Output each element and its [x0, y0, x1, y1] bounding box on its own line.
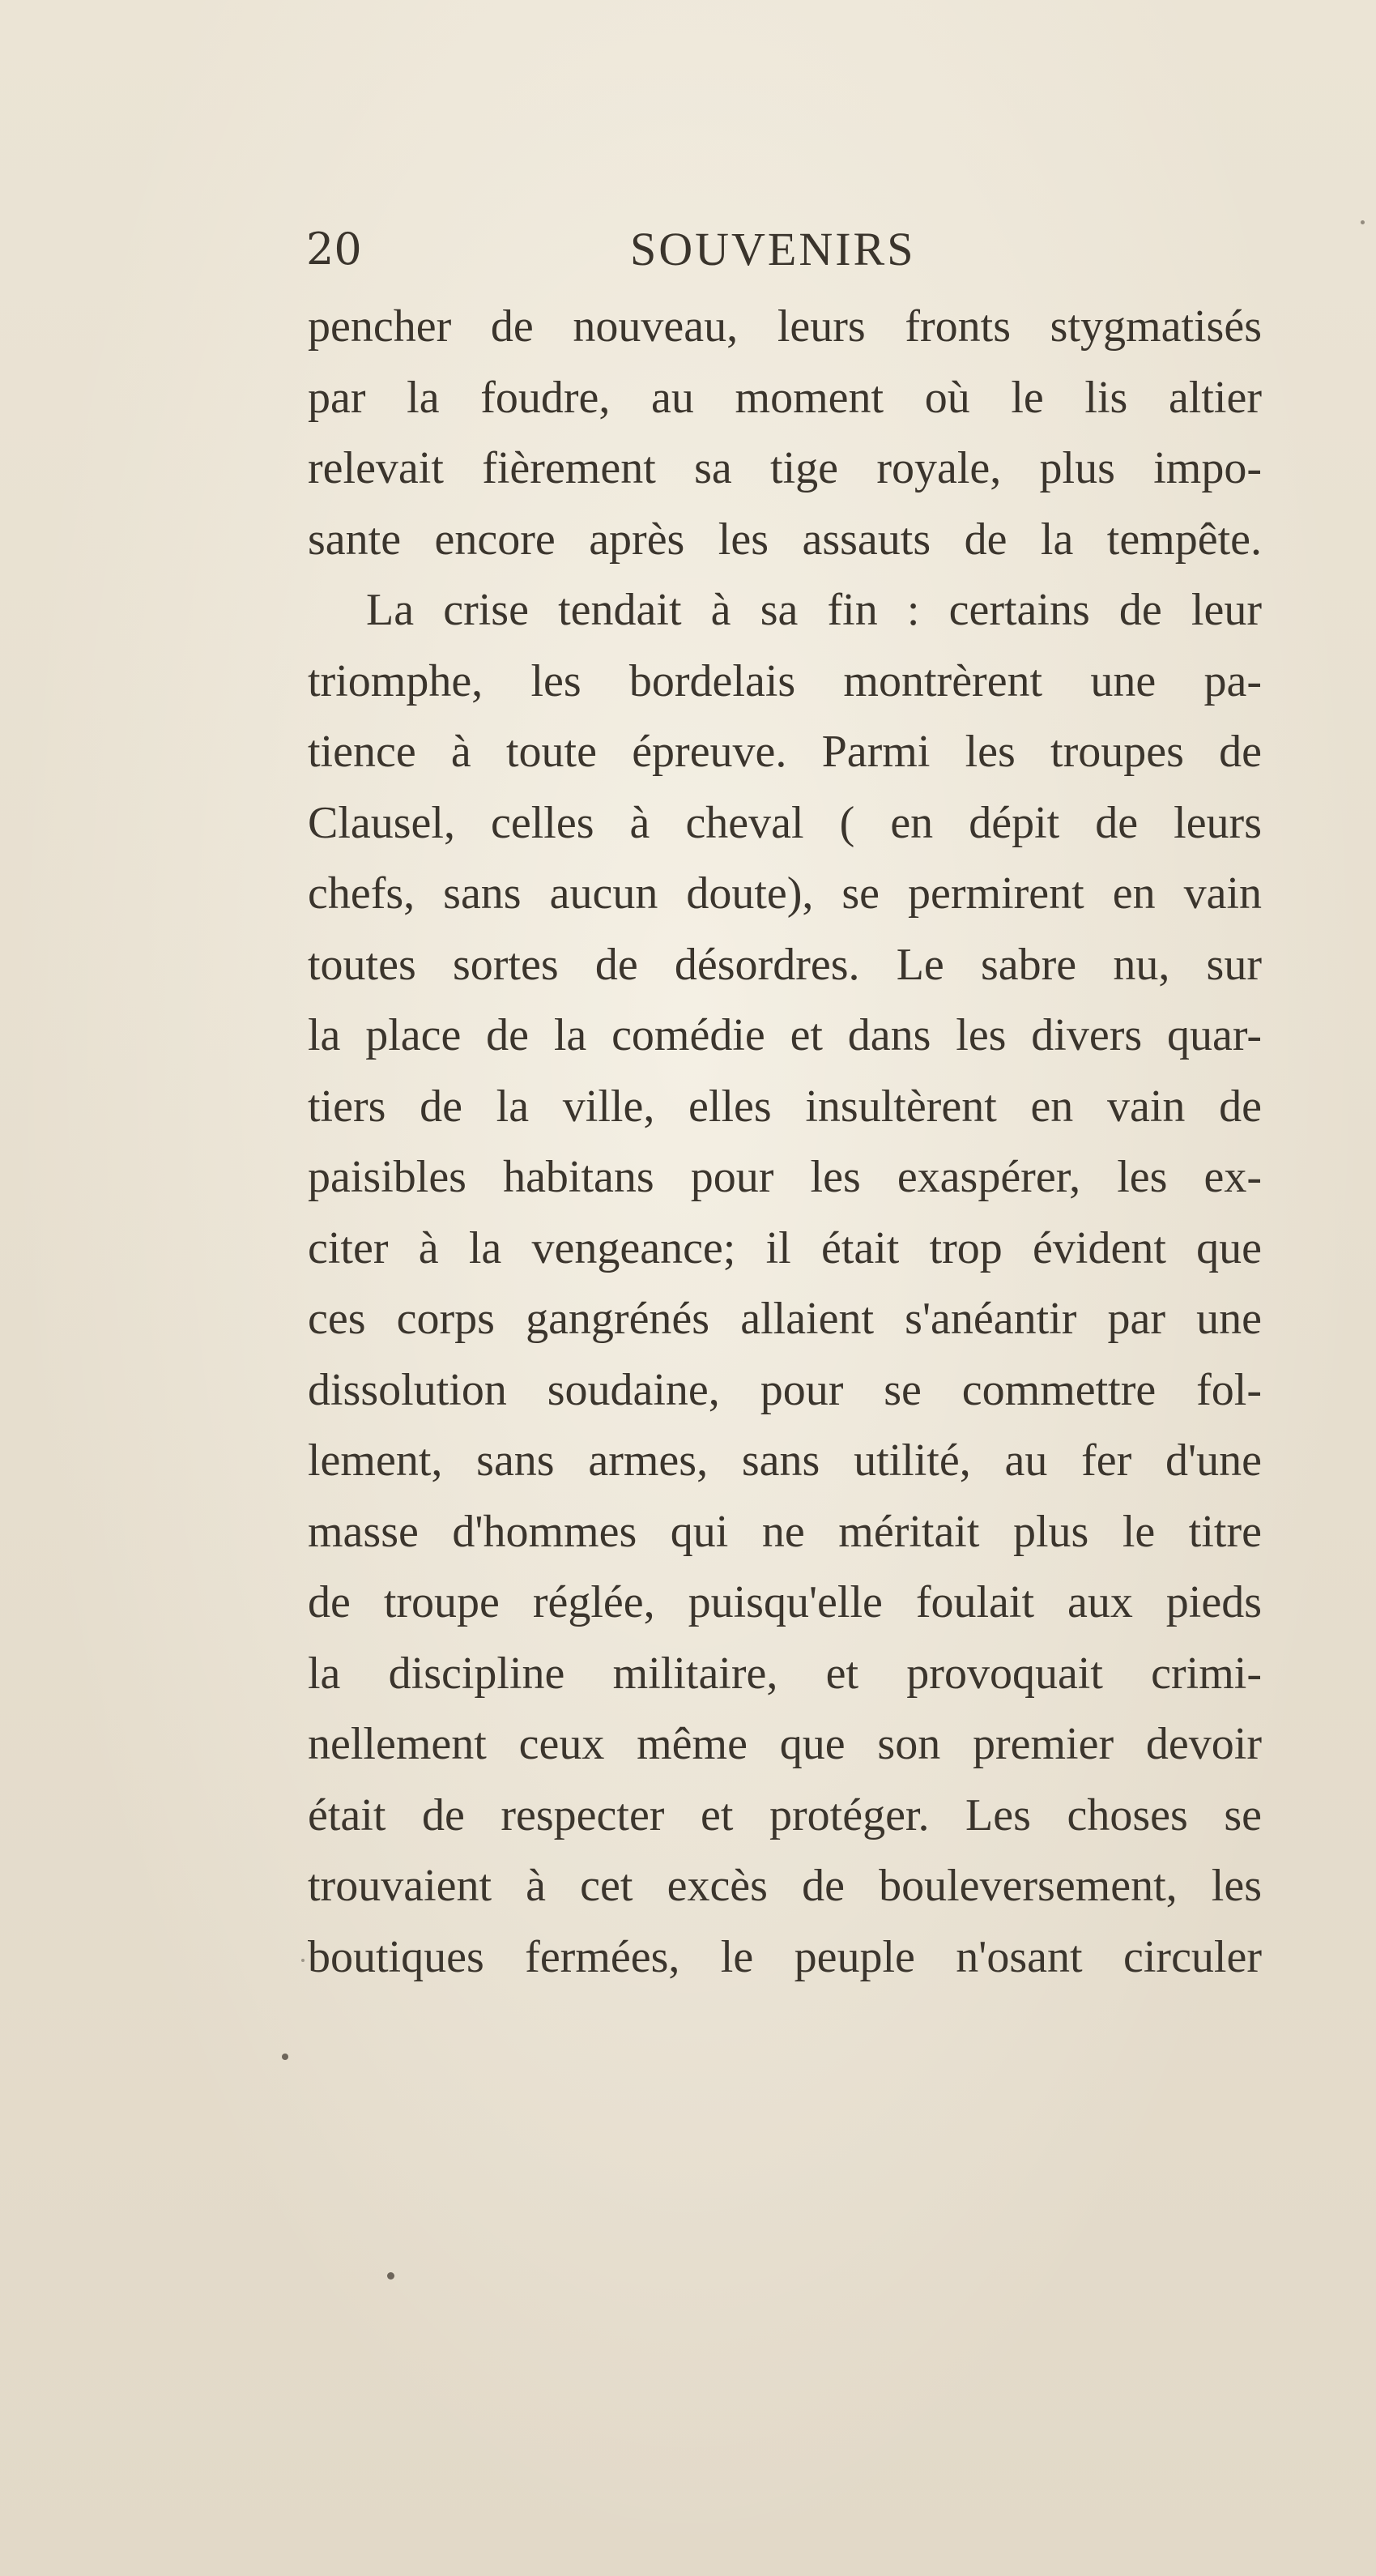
text-line: boutiques fermées, le peuple n'osant circuler: [308, 1931, 1262, 1982]
text-line: lement, sans armes, sans utilité, au fer d'une: [308, 1435, 1262, 1486]
body-text: [308, 292, 1262, 1993]
text-line: Clausel, celles à cheval ( en dépit de leurs: [308, 797, 1262, 848]
text-line: La crise tendait à sa fin : certains de leur: [366, 585, 1262, 635]
text-line: était de respecter et protéger. Les choses se: [308, 1789, 1262, 1840]
text-line: de troupe réglée, puisqu'elle foulait aux pieds: [308, 1577, 1262, 1627]
text-line: masse d'hommes qui ne méritait plus le titre: [308, 1506, 1262, 1557]
text-line: nellement ceux même que son premier devoir: [308, 1719, 1262, 1769]
text-line: pencher de nouveau, leurs fronts stygmatisés: [308, 301, 1262, 352]
text-line: ces corps gangrénés allaient s'anéantir par une: [308, 1294, 1262, 1344]
text-line: la discipline militaire, et provoquait crimi-: [308, 1648, 1262, 1699]
page-number: 20: [306, 224, 362, 275]
text-line: chefs, sans aucun doute), se permirent en vain: [308, 868, 1262, 919]
running-title: SOUVENIRS: [630, 223, 916, 275]
text-line: tience à toute épreuve. Parmi les troupes de: [308, 727, 1262, 777]
text-line: sante encore après les assauts de la tempête.: [308, 514, 1262, 565]
paper-speck: [282, 2054, 288, 2060]
text-line: par la foudre, au moment où le lis altier: [308, 372, 1262, 423]
text-line: la place de la comédie et dans les divers quar-: [308, 1010, 1262, 1060]
running-head: [306, 217, 1262, 282]
text-line: trouvaient à cet excès de bouleversement, les: [308, 1861, 1262, 1911]
text-line: tiers de la ville, elles insultèrent en vain de: [308, 1081, 1262, 1132]
text-line: toutes sortes de désordres. Le sabre nu, sur: [308, 939, 1262, 990]
text-line: dissolution soudaine, pour se commettre fol-: [308, 1364, 1262, 1415]
paper-speck: [301, 1959, 305, 1962]
text-line: paisibles habitans pour les exaspérer, les ex-: [308, 1152, 1262, 1202]
text-line: citer à la vengeance; il était trop évident que: [308, 1222, 1262, 1273]
paper-speck: [387, 2272, 394, 2280]
text-line: relevait fièrement sa tige royale, plus impo-: [308, 443, 1262, 493]
text-line: triomphe, les bordelais montrèrent une pa-: [308, 655, 1262, 706]
paper-speck: [1361, 220, 1365, 224]
